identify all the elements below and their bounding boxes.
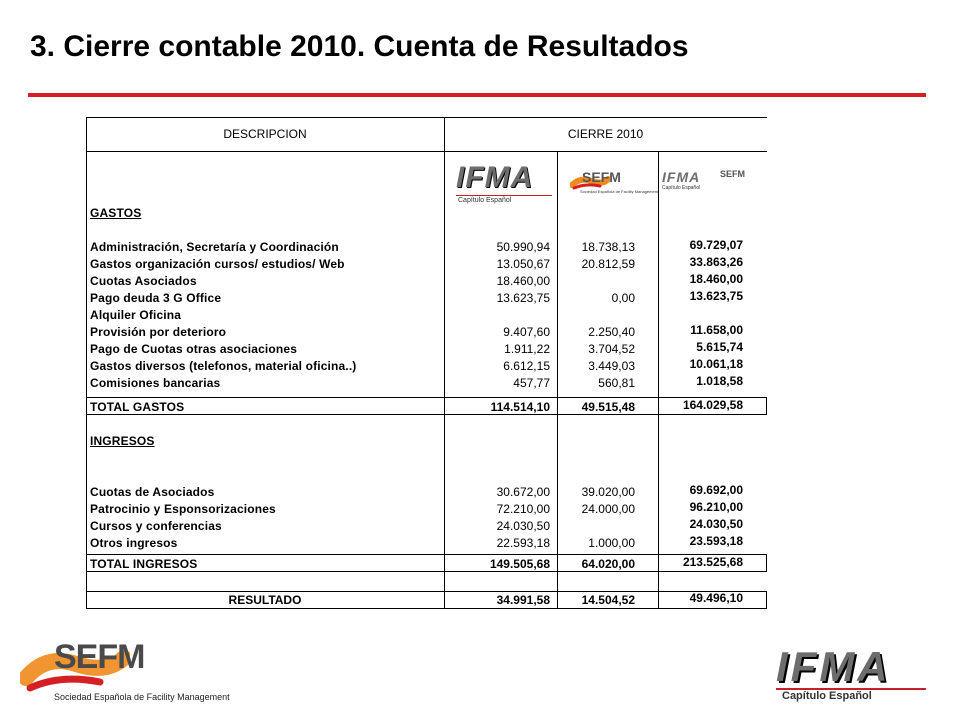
gastos-row-label: Pago deuda 3 G Office — [90, 291, 222, 305]
gastos-row-total-value: 10.061,18 — [689, 357, 743, 371]
gastos-row-sefm-value: 3.449,03 — [588, 359, 635, 373]
table-border-top — [86, 117, 767, 118]
gastos-row-sefm-value: 2.250,40 — [588, 325, 635, 339]
gastos-row-total-value: 11.658,00 — [690, 323, 743, 337]
slide-title: 3. Cierre contable 2010. Cuenta de Resultados — [30, 30, 689, 63]
ingresos-row-label: Cursos y conferencias — [90, 519, 222, 533]
ingresos-row-label: Patrocinio y Esponsorizaciones — [90, 502, 276, 516]
ingresos-row-total-value: 96.210,00 — [689, 500, 743, 514]
ingresos-row-total-value: 23.593,18 — [689, 534, 743, 548]
gastos-row-ifma-value: 6.612,15 — [503, 359, 550, 373]
gastos-row-ifma-value: 50.990,94 — [496, 240, 550, 254]
ingresos-row-ifma-value: 22.593,18 — [496, 536, 550, 550]
results-table — [86, 117, 767, 609]
header-divider — [86, 151, 767, 152]
col-edge-resultado — [766, 591, 767, 608]
ingresos-row-sefm-value: 39.020,00 — [581, 485, 635, 499]
total-gastos-total: 164.029,58 — [682, 398, 743, 412]
ingresos-row-total-value: 24.030,50 — [689, 517, 743, 531]
gastos-row-ifma-value: 13.050,67 — [496, 257, 550, 271]
total-ingresos-total: 213.525,68 — [682, 555, 743, 569]
gastos-row-sefm-value: 20.812,59 — [581, 257, 635, 271]
resultado-bottom — [86, 608, 767, 609]
ingresos-row-ifma-value: 72.210,00 — [496, 502, 550, 516]
gastos-row-label: Pago de Cuotas otras asociaciones — [90, 342, 298, 356]
ingresos-row-ifma-value: 30.672,00 — [496, 485, 550, 499]
col-edge-total-ingresos — [766, 554, 767, 571]
header-cierre-2010: CIERRE 2010 — [567, 127, 644, 141]
total-gastos-ifma: 114.514,10 — [490, 400, 550, 414]
resultado-label: RESULTADO — [228, 593, 302, 607]
gastos-heading: GASTOS — [90, 206, 142, 220]
ifma-column-logo: IFMA Capítulo Español — [456, 163, 552, 209]
gastos-row-total-value: 1.018,58 — [696, 374, 743, 388]
combined-column-logo: IFMA SEFM Capítulo Español — [662, 169, 746, 191]
ingresos-row-total-value: 69.692,00 — [689, 483, 743, 497]
footer-ifma-logo: IFMA Capítulo Español — [776, 646, 936, 706]
resultado-ifma: 34.991,58 — [496, 593, 550, 607]
ingresos-row-label: Otros ingresos — [90, 536, 178, 550]
gastos-row-label: Administración, Secretaría y Coordinación — [90, 240, 339, 254]
gastos-row-label: Gastos diversos (telefonos, material oficina..) — [90, 359, 357, 373]
table-border-left — [86, 117, 87, 609]
col-edge-total-gastos — [766, 397, 767, 414]
gastos-row-label: Alquiler Oficina — [90, 308, 182, 322]
gastos-row-ifma-value: 13.623,75 — [496, 291, 550, 305]
total-gastos-label: TOTAL GASTOS — [90, 400, 185, 414]
gastos-row-ifma-value: 1.911,22 — [504, 342, 550, 356]
col-divider-3 — [658, 151, 659, 609]
resultado-sefm: 14.504,52 — [581, 593, 635, 607]
gastos-row-ifma-value: 9.407,60 — [503, 325, 550, 339]
gastos-row-label: Provisión por deterioro — [90, 325, 227, 339]
gastos-row-total-value: 13.623,75 — [689, 289, 743, 303]
ingresos-heading: INGRESOS — [90, 434, 155, 448]
total-gastos-bottom — [86, 414, 767, 415]
total-ingresos-sefm: 64.020,00 — [581, 557, 635, 571]
header-description: DESCRIPCION — [223, 127, 307, 141]
gastos-row-total-value: 5.615,74 — [696, 340, 743, 354]
gastos-row-sefm-value: 3.704,52 — [588, 342, 635, 356]
ingresos-row-sefm-value: 24.000,00 — [581, 502, 635, 516]
total-gastos-sefm: 49.515,48 — [581, 400, 635, 414]
gastos-row-ifma-value: 18.460,00 — [496, 274, 550, 288]
ingresos-row-sefm-value: 1.000,00 — [588, 536, 635, 550]
total-ingresos-ifma: 149.505,68 — [489, 557, 550, 571]
gastos-row-sefm-value: 0,00 — [611, 291, 635, 305]
total-ingresos-bottom — [86, 571, 767, 572]
sefm-column-logo: SEFM Sociedad Española de Facility Management — [570, 169, 656, 199]
gastos-row-total-value: 33.863,26 — [689, 255, 743, 269]
title-divider — [28, 93, 926, 97]
gastos-row-sefm-value: 560,81 — [598, 376, 635, 390]
ingresos-row-label: Cuotas de Asociados — [90, 485, 215, 499]
gastos-row-total-value: 69.729,07 — [689, 238, 743, 252]
gastos-row-sefm-value: 18.738,13 — [581, 240, 635, 254]
ingresos-row-ifma-value: 24.030,50 — [496, 519, 550, 533]
resultado-total: 49.496,10 — [689, 591, 743, 605]
footer-sefm-logo: SEFM Sociedad Española de Facility Management — [20, 636, 210, 710]
total-ingresos-label: TOTAL INGRESOS — [90, 557, 198, 571]
gastos-row-label: Gastos organización cursos/ estudios/ Web — [90, 257, 345, 271]
gastos-row-label: Cuotas Asociados — [90, 274, 197, 288]
gastos-row-ifma-value: 457,77 — [513, 376, 550, 390]
gastos-row-total-value: 18.460,00 — [689, 272, 743, 286]
gastos-row-label: Comisiones bancarias — [90, 376, 221, 390]
